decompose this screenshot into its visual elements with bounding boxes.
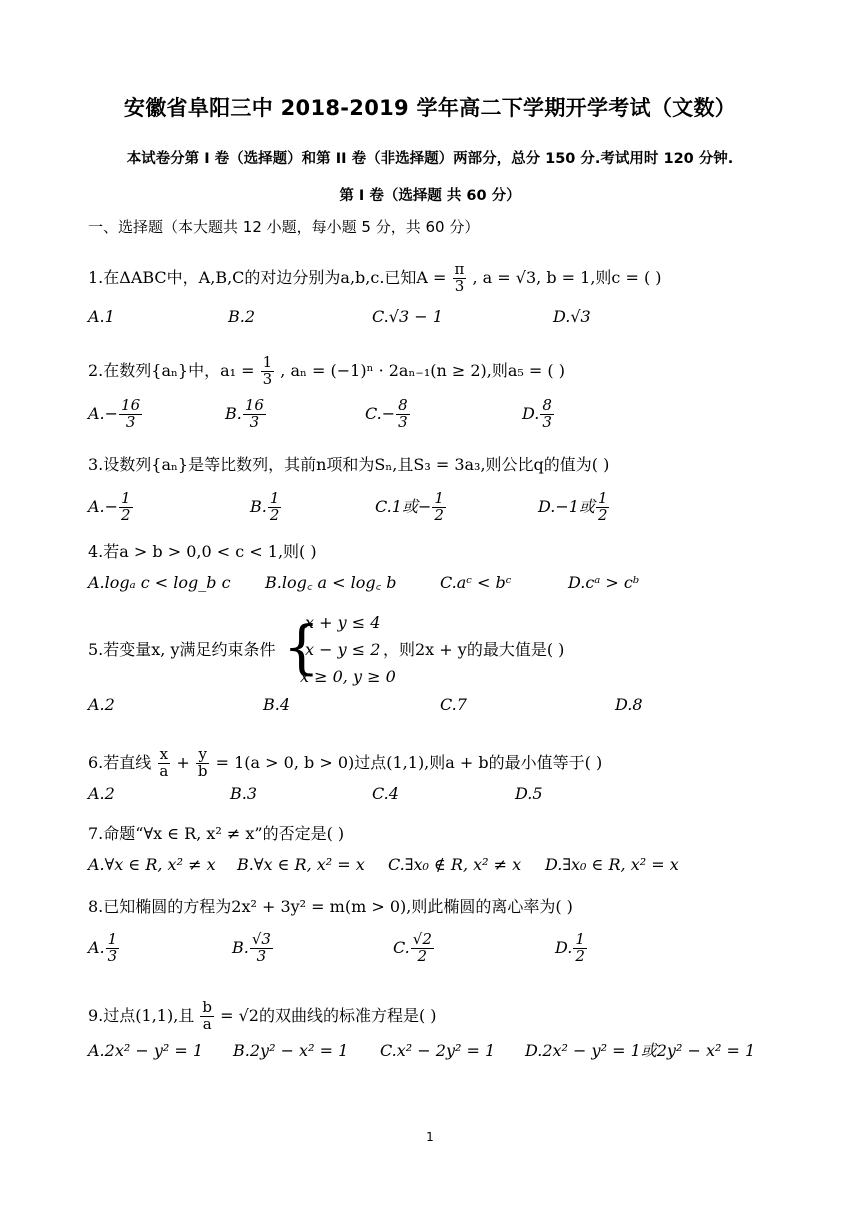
q5-option-a: A.2 xyxy=(88,695,115,714)
q4-option-b: B.log꜀ a < log꜀ b xyxy=(265,573,397,592)
q6-option-d: D.5 xyxy=(515,784,543,803)
q8-option-b xyxy=(232,932,274,965)
q7-option-a: A.∀x ∈ R, x² ≠ x xyxy=(88,855,216,874)
q3-option-d xyxy=(538,491,610,524)
fraction-numerator: 8 xyxy=(398,396,408,414)
fraction-denominator: 2 xyxy=(434,505,444,524)
fraction-denominator: 3 xyxy=(398,412,408,431)
question-6-fraction-x xyxy=(157,747,170,780)
fraction-numerator: 1 xyxy=(262,353,273,371)
q9-option-a: A.2x² − y² = 1 xyxy=(88,1041,204,1060)
q7-option-b: B.∀x ∈ R, x² = x xyxy=(237,855,365,874)
question-2-fraction xyxy=(261,355,275,388)
fraction-denominator: 3 xyxy=(542,412,552,431)
option-label: D. xyxy=(555,937,573,957)
question-5-pre: 5.若变量x, y满足约束条件 xyxy=(88,640,276,659)
fraction-denominator: 2 xyxy=(417,946,428,965)
question-1-fraction xyxy=(453,262,467,295)
fraction-numerator: 1 xyxy=(597,489,608,507)
q5-option-d: D.8 xyxy=(615,695,643,714)
fraction-denominator: 3 xyxy=(125,412,136,431)
fraction-denominator: 2 xyxy=(269,505,280,524)
fraction-denominator: 3 xyxy=(454,276,465,295)
question-9-pre: 9.过点(1,1),且 xyxy=(88,1005,195,1025)
fraction-denominator: 3 xyxy=(107,946,118,965)
fraction-denominator: 3 xyxy=(249,412,260,431)
fraction-numerator: 1 xyxy=(121,489,131,507)
q3-option-a xyxy=(88,491,134,524)
q2-option-d xyxy=(522,398,555,431)
constraint-2: x − y ≤ 2 xyxy=(305,640,381,659)
q5-option-b: B.4 xyxy=(263,695,291,714)
option-label: C. xyxy=(393,937,410,957)
q6-option-a: A.2 xyxy=(88,784,115,803)
q9-option-b: B.2y² − x² = 1 xyxy=(233,1041,349,1060)
question-6-post: = 1(a > 0, b > 0)过点(1,1),则a + b的最小值等于( ) xyxy=(215,752,603,772)
q8-option-a xyxy=(88,932,120,965)
q4-option-d: D.cᵃ > cᵇ xyxy=(568,573,640,592)
q3-option-c xyxy=(375,491,447,524)
constraint-1: x + y ≤ 4 xyxy=(305,613,381,632)
option-label: B. xyxy=(250,496,267,516)
q2-option-a xyxy=(88,398,143,431)
question-6-fraction-y xyxy=(196,747,210,780)
q7-option-d: D.∃x₀ ∈ R, x² = x xyxy=(545,855,679,874)
exam-title: 安徽省阜阳三中 2018-2019 学年高二下学期开学考试（文数） xyxy=(123,96,737,120)
fraction-numerator: 1 xyxy=(269,489,280,507)
brace-symbol: { xyxy=(283,613,320,681)
fraction-denominator: a xyxy=(159,761,169,780)
question-4: 4.若a > b > 0,0 < c < 1,则( ) xyxy=(88,542,317,561)
q6-option-b: B.3 xyxy=(230,784,258,803)
question-2 xyxy=(88,355,565,388)
fraction-numerator: y xyxy=(198,745,207,763)
question-1-post: , a = √3, b = 1,则c = ( ) xyxy=(472,267,662,287)
q8-option-d xyxy=(555,932,588,965)
q2-option-b xyxy=(225,398,267,431)
option-label: C.1或− xyxy=(375,496,432,516)
fraction-numerator: π xyxy=(454,260,465,278)
fraction-numerator: x xyxy=(159,745,169,763)
fraction-numerator: 16 xyxy=(244,396,264,414)
q9-option-c: C.x² − 2y² = 1 xyxy=(380,1041,496,1060)
q3-option-b xyxy=(250,491,282,524)
exam-intro: 本试卷分第 I 卷（选择题）和第 II 卷（非选择题）两部分，总分 150 分.考试用时 120 分钟. xyxy=(126,151,734,167)
fraction-denominator: 3 xyxy=(262,369,273,388)
fraction-numerator: √2 xyxy=(412,930,432,948)
question-3: 3.设数列{aₙ}是等比数列，其前n项和为Sₙ,且S₃ = 3a₃,则公比q的值为( ) xyxy=(88,455,610,474)
fraction-numerator: 1 xyxy=(107,930,118,948)
fraction-numerator: 8 xyxy=(542,396,552,414)
question-2-pre: 2.在数列{aₙ}中，a₁ = xyxy=(88,360,255,380)
q2-option-c xyxy=(365,398,411,431)
fraction-denominator: 2 xyxy=(121,505,131,524)
q9-option-d: D.2x² − y² = 1或2y² − x² = 1 xyxy=(525,1041,756,1060)
q1-option-c: C.√3 − 1 xyxy=(372,307,443,326)
fraction-numerator: 1 xyxy=(434,489,444,507)
option-label: D.−1或 xyxy=(538,496,595,516)
constraint-3: x ≥ 0, y ≥ 0 xyxy=(300,667,396,686)
option-label: A.− xyxy=(88,403,119,423)
option-label: A.− xyxy=(88,496,119,516)
option-label: C.− xyxy=(365,403,396,423)
question-5-post: ，则2x + y的最大值是( ) xyxy=(383,640,565,659)
option-label: B. xyxy=(232,937,249,957)
fraction-denominator: a xyxy=(202,1014,212,1033)
question-1 xyxy=(88,262,662,295)
fraction-numerator: 16 xyxy=(121,396,141,414)
fraction-denominator: 2 xyxy=(575,946,585,965)
option-label: D. xyxy=(522,403,540,423)
page-number: 1 xyxy=(426,1130,434,1144)
plus-sign: + xyxy=(176,752,190,772)
fraction-numerator: 1 xyxy=(575,930,585,948)
volume-heading: 第 I 卷（选择题 共 60 分） xyxy=(339,188,521,204)
q8-option-c xyxy=(393,932,435,965)
section-heading: 一、选择题（本大题共 12 小题，每小题 5 分，共 60 分） xyxy=(88,218,480,236)
q6-option-c: C.4 xyxy=(372,784,399,803)
question-9-fraction xyxy=(200,1000,214,1033)
fraction-denominator: 3 xyxy=(256,946,267,965)
q4-option-c: C.aᶜ < bᶜ xyxy=(440,573,512,592)
q4-option-a: A.logₐ c < log_b c xyxy=(88,573,231,592)
q7-option-c: C.∃x₀ ∉ R, x² ≠ x xyxy=(388,855,522,874)
fraction-numerator: √3 xyxy=(251,930,271,948)
question-6 xyxy=(88,747,602,780)
question-1-pre: 1.在ΔABC中，A,B,C的对边分别为a,b,c.已知A = xyxy=(88,267,447,287)
question-9-post: = √2的双曲线的标准方程是( ) xyxy=(220,1005,437,1025)
q1-option-a: A.1 xyxy=(88,307,115,326)
fraction-denominator: b xyxy=(197,761,208,780)
fraction-numerator: b xyxy=(202,998,212,1016)
question-2-post: , aₙ = (−1)ⁿ · 2aₙ₋₁(n ≥ 2),则a₅ = ( ) xyxy=(280,360,565,380)
question-9 xyxy=(88,1000,437,1033)
question-6-pre: 6.若直线 xyxy=(88,752,152,772)
fraction-denominator: 2 xyxy=(597,505,608,524)
q1-option-b: B.2 xyxy=(228,307,256,326)
question-7: 7.命题“∀x ∈ R, x² ≠ x”的否定是( ) xyxy=(88,824,345,843)
option-label: A. xyxy=(88,937,105,957)
q5-option-c: C.7 xyxy=(440,695,467,714)
q1-option-d: D.√3 xyxy=(553,307,591,326)
question-8: 8.已知椭圆的方程为2x² + 3y² = m(m > 0),则此椭圆的离心率为( ) xyxy=(88,897,573,916)
option-label: B. xyxy=(225,403,242,423)
